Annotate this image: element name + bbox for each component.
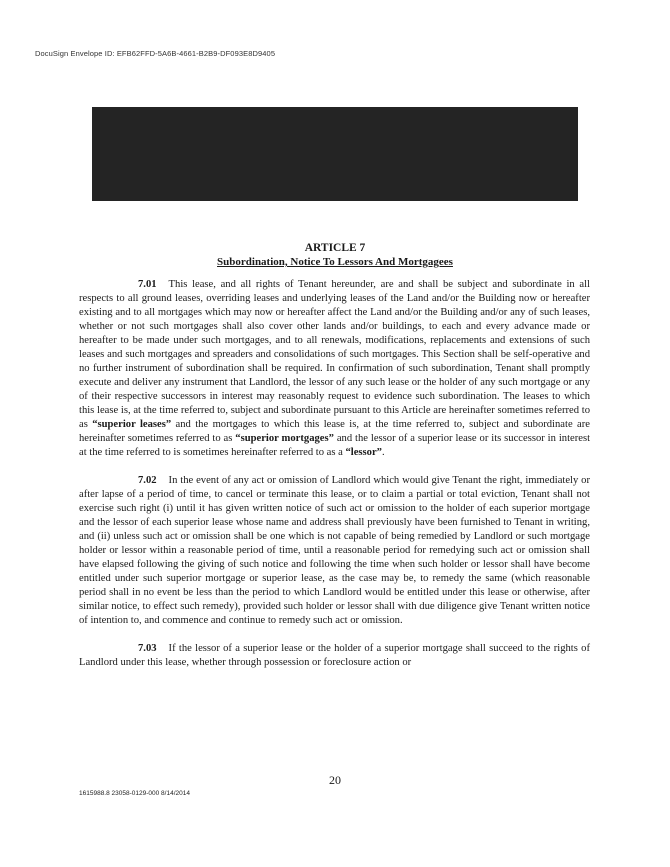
defined-term: “lessor” [345,447,382,458]
section-7-01 [79,278,590,460]
section-text: If the lessor of a superior lease or the holder of a superior mortgage shall succeed to the rights of Landlord under this lease, whether through possession or foreclosure action or [79,643,590,668]
section-7-03 [79,642,590,670]
defined-term: “superior mortgages” [235,433,334,444]
page-number: 20 [329,773,341,787]
section-text: . [381,447,385,458]
section-text: In the event of any act or omission of Landlord which would give Tenant the right, immediately or after lapse of a period of time, to cancel or terminate this lease, or to claim a partial or total eviction, Tenant shall not exercise such right (i) until it has given written notice of such act or omission to the holder of each superior mortgage and the lessor of each superior lease whose name and address shall previously have been furnished to Tenant in writing, and (ii) unless such act or omission shall be one which is not capable of being remedied by Landlord or such mortgage holder or lessor within a reasonable period of time, until a reasonable period for remedying such act or omission shall have elapsed following the giving of such notice and following the time when such holder or lessor shall have become entitled under such superior mortgage or superior lease, as the case may be, to remedy the same (which reasonable period shall in no event be less than the period to which Landlord would be entitled under this lease or otherwise, after similar notice, to effect such remedy), provided such holder or lessor shall with due diligence give Tenant written notice of intention to, and commence and continue to remedy such act or omission. [79,475,590,626]
redaction-block [92,107,578,201]
section-text: This lease, and all rights of Tenant hereunder, are and shall be subject and subordinate in all respects to all ground leases, overriding leases and underlying leases of the Land and/or the Building now or hereafter existing and to all mortgages which may now or hereafter affect the Land and/or the Building and/or any of such leases, whether or not such mortgages shall also cover other lands and/or buildings, to each and every advance made or hereafter to be made under such mortgages, and to all renewals, modifications, replacements and extensions of such leases and such mortgages and spreaders and consolidations of such mortgages. This Section shall be self-operative and no further instrument of subordination shall be required. In confirmation of such subordination, Tenant shall promptly execute and deliver any instrument that Landlord, the lessor of any such lease or the holder of any such mortgage or any of their respective successors in interest may reasonably request to evidence such subordination. The leases to which this lease is, at the time referred to, subject and subordinate pursuant to this Article are hereinafter sometimes referred to as [79,279,590,430]
article-title: ARTICLE 7 [304,242,366,254]
defined-term: “superior leases” [92,419,172,430]
article-subtitle: Subordination, Notice To Lessors And Mortgagees [217,256,453,268]
lease-body [79,278,590,684]
docusign-envelope-id: DocuSign Envelope ID: EFB62FFD-5A6B-4661-B2B9-DF093E8D9405 [35,49,276,58]
section-text: and the lessor of a superior lease or its successor in interest at the time referred to is sometimes hereinafter referred to as a [79,433,591,458]
document-footer-id: 1615988.8 23058-0129-000 8/14/2014 [79,790,190,797]
section-7-02 [79,474,590,628]
section-number: 7.01 [138,279,157,290]
section-number: 7.03 [138,643,157,654]
section-number: 7.02 [138,475,157,486]
section-text: and the mortgages to which this lease is, at the time referred to, subject and subordinate are hereinafter sometimes referred to as [79,419,590,444]
